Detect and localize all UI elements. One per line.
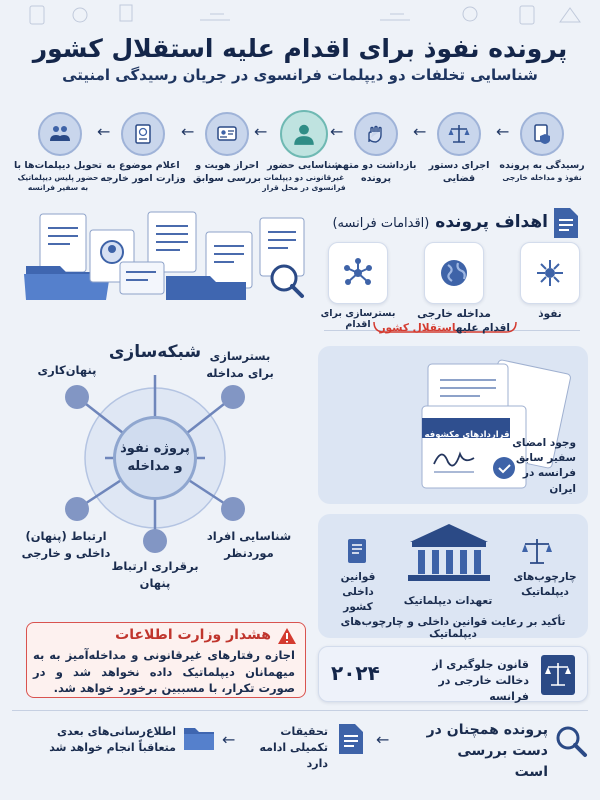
network-label-covert-contact: برقراری ارتباط پنهان (111, 559, 199, 591)
contracts-caption: وجود امضای سفیر سابق فرانسه در ایران (512, 437, 576, 495)
network-label-groundwork: بسترسازی برای مداخله (206, 349, 274, 381)
flow-step-6 (99, 160, 187, 186)
frameworks-panel (318, 514, 588, 638)
law-text: قانون جلوگیری از دخالت خارجی در فرانسه (432, 658, 529, 703)
framework-domestic-laws: قوانین داخلی کشور (340, 571, 376, 614)
page-subtitle: شناسایی تخلفات دو دیپلمات فرانسوی در جریان رسیدگی امنیتی (62, 66, 538, 84)
status-investigations: تحقیقات تکمیلی ادامه دارد (259, 725, 328, 770)
flow-step-3-label: بازداشت دو متهم پرونده (335, 160, 417, 184)
flow-step-1-icon (520, 112, 564, 156)
arrow-icon: ← (376, 730, 390, 749)
flow-step-6-label: اعلام موضوع به وزارت امور خارجه (100, 160, 186, 184)
network-section (0, 312, 310, 612)
header-decoration (0, 0, 600, 30)
status-row (0, 712, 600, 798)
contracts-folder-label: قراردادهای مکشوفه (424, 430, 510, 440)
goal-card-influence (520, 242, 580, 304)
arrow-icon: ← (222, 730, 236, 749)
flow-step-7-icon (38, 112, 82, 156)
arrow-icon: ← (330, 122, 344, 141)
flow-step-5-label: احراز هویت و بررسی سوابق (193, 160, 261, 184)
document-icon (336, 722, 366, 756)
network-label-communication: ارتباط (پنهان) داخلی و خارجی (21, 529, 111, 561)
network-icon (534, 257, 566, 289)
flow-step-2-label: اجرای دستور قضایی (428, 160, 490, 184)
flow-step-2-icon (437, 112, 481, 156)
law-book-icon (537, 653, 579, 697)
flow-step-6-icon (121, 112, 165, 156)
parliament-icon (404, 520, 494, 584)
network-title: شبکه‌سازی (108, 342, 202, 362)
flow-step-7 (14, 160, 102, 193)
arrow-icon: ← (254, 122, 268, 141)
goal-card-groundwork (328, 242, 388, 304)
flow-step-1-sub: نفوذ و مداخله خارجی (502, 172, 582, 182)
flow-step-4-icon (280, 110, 328, 158)
status-open-case: پرونده همچنان در دست بررسی است (426, 722, 548, 780)
scales-icon (522, 536, 552, 566)
bottom-divider (12, 710, 588, 711)
flow-step-5-icon (205, 112, 249, 156)
network-hub (113, 416, 197, 500)
network-node-top-right (221, 385, 245, 409)
warning-title: هشدار وزارت اطلاعات (115, 627, 271, 643)
frameworks-emphasis: تأکید بر رعایت قوانین داخلی و چارچوب‌های دیپلماتیک (340, 616, 566, 640)
flow-step-2 (415, 160, 503, 186)
flow-step-7-label: تحویل دیپلمات‌ها با (13, 160, 102, 171)
goal-label-foreign-interference: مداخله خارجی (417, 308, 491, 320)
goals-heading-note: (اقدامات فرانسه) (332, 216, 430, 231)
goals-footer-prefix: اقدام علیه (455, 322, 510, 334)
network-node-top-left (65, 385, 89, 409)
arrow-icon: ← (413, 122, 427, 141)
framework-obligations: تعهدات دیپلماتیک (403, 595, 493, 607)
flow-step-1 (498, 160, 586, 183)
goals-heading (332, 212, 548, 232)
arrow-icon: ← (181, 122, 195, 141)
goal-card-foreign-interference (424, 242, 484, 304)
process-flow (0, 112, 600, 200)
network-node-bottom (143, 529, 167, 553)
page-title: پرونده نفوذ برای اقدام علیه استقلال کشور (32, 34, 568, 63)
flow-step-7-sub: حضور پلیس دیپلماتیک به سفیر فرانسه (17, 172, 99, 192)
network-hub-label: پروژه نفوذ و مداخله (120, 440, 190, 474)
goals-footer (380, 322, 510, 334)
flow-step-4 (260, 160, 348, 193)
goals-heading-text: اهداف پرونده (435, 212, 548, 232)
status-next-info: اطلاع‌رسانی‌های بعدی متعاقباً انجام خواهد شد (49, 725, 176, 754)
contracts-panel (318, 346, 588, 504)
flow-step-4-label: شناسایی حضور (267, 160, 341, 171)
network-label-concealment: پنهان‌کاری (37, 363, 97, 377)
globe-icon (438, 257, 470, 289)
flow-step-5 (183, 160, 271, 186)
folder-icon (182, 724, 216, 752)
law-card (318, 646, 588, 702)
arrow-icon: ← (97, 122, 111, 141)
flow-step-1-label: رسیدگی به پرونده (499, 160, 585, 171)
law-book-icon (342, 536, 372, 566)
document-icon (552, 206, 580, 240)
warning-box (26, 622, 306, 698)
network-label-identification: شناسایی افراد موردنظر (206, 529, 292, 561)
warning-icon (277, 627, 297, 645)
network-node-bottom-right (221, 497, 245, 521)
magnifier-icon (554, 724, 588, 758)
goal-label-groundwork: بسترسازی برای اقدام (320, 308, 396, 330)
goals-footer-highlight: استقلال کشور (379, 322, 456, 334)
law-year: ۲۰۲۴ (331, 661, 380, 685)
arrow-icon: ← (496, 122, 510, 141)
flow-step-4-sub: غیرقانونی دو دیپلمات فرانسوی در محل قرار (262, 172, 346, 192)
warning-text: اجازه رفتارهای غیرقانونی و مداخله‌آمیز به به میهمانان دیپلماتیک داده نخواهد شد و در صورت تکرار، با مسببین برخورد خواهد شد. (33, 648, 295, 696)
hub-network-icon (342, 257, 374, 289)
network-node-bottom-left (65, 497, 89, 521)
framework-diplomatic: چارچوب‌های دیپلماتیک (513, 571, 577, 599)
goal-label-influence: نفوذ (538, 308, 562, 320)
documents-illustration (16, 206, 316, 302)
flow-step-3-icon (354, 112, 398, 156)
